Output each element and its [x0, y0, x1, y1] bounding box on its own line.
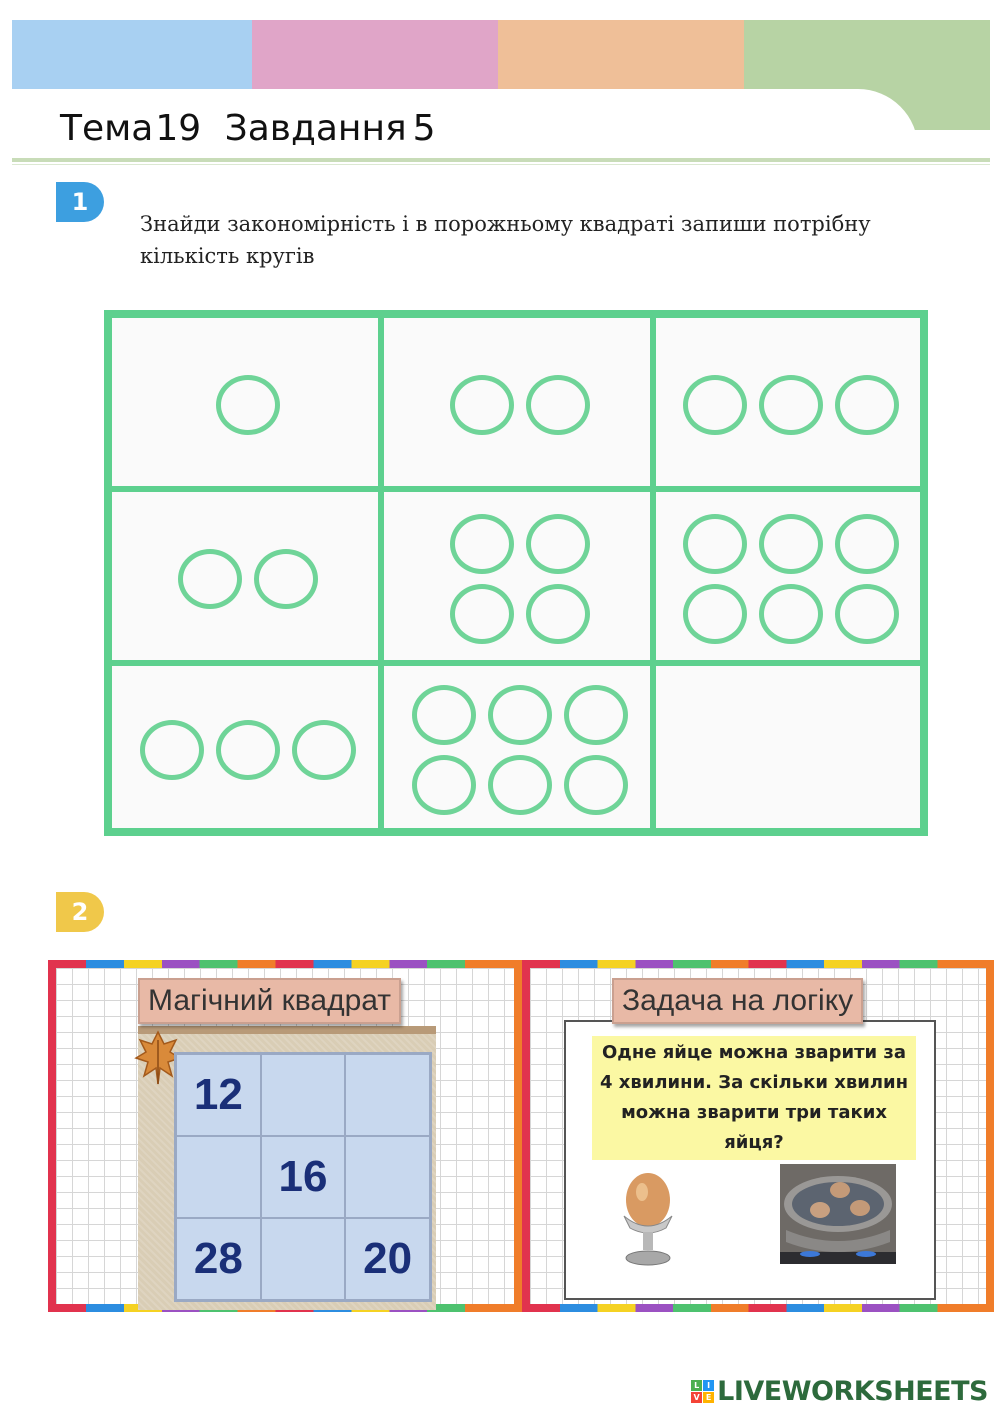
magic-cell[interactable]: [261, 1218, 346, 1300]
empty-answer-cell[interactable]: [653, 663, 923, 831]
logo-letter: L: [691, 1380, 702, 1391]
circle-icon: [683, 584, 747, 644]
logo-letter: E: [703, 1392, 714, 1403]
magic-cell[interactable]: 16: [261, 1136, 346, 1218]
circle-icon: [450, 584, 514, 644]
egg-in-cup-icon: [616, 1172, 680, 1272]
pattern-grid: [104, 310, 928, 836]
circle-icon: [412, 755, 476, 815]
circle-icon: [526, 375, 590, 435]
pattern-cell: [109, 489, 381, 663]
magic-square-panel: [48, 960, 522, 1312]
logic-task-panel-inner: [530, 968, 986, 1304]
circle-icon: [254, 549, 318, 609]
circle-icon: [759, 514, 823, 574]
circle-icon: [450, 514, 514, 574]
magic-cell[interactable]: [345, 1054, 430, 1136]
circle-icon: [292, 720, 356, 780]
circle-icon: [216, 375, 280, 435]
magic-cell[interactable]: 12: [176, 1054, 261, 1136]
pattern-cell: [381, 315, 653, 489]
circle-icon: [835, 514, 899, 574]
circle-icon: [216, 720, 280, 780]
circle-icon: [683, 375, 747, 435]
task-1-badge: 1: [56, 182, 104, 222]
pattern-cell: [381, 663, 653, 831]
liveworksheets-logo-icon: [691, 1380, 714, 1403]
circle-icon: [488, 685, 552, 745]
logic-task-card: [564, 1020, 936, 1300]
magic-cell[interactable]: [261, 1054, 346, 1136]
title-task-number: 5: [412, 108, 436, 149]
circle-icon: [835, 375, 899, 435]
magic-cell[interactable]: 28: [176, 1218, 261, 1300]
header-color-bar-pink: [252, 20, 498, 89]
liveworksheets-text: LIVEWORKSHEETS: [717, 1376, 988, 1407]
circle-icon: [140, 720, 204, 780]
title-topic-label: Тема: [60, 108, 154, 149]
magic-square-grid: [174, 1052, 432, 1302]
logic-task-panel: [522, 960, 994, 1312]
circle-icon: [759, 584, 823, 644]
logo-letter: V: [691, 1392, 702, 1403]
pattern-cell: [381, 489, 653, 663]
circle-icon: [683, 514, 747, 574]
header-divider-thin: [12, 164, 990, 165]
pattern-cell: [109, 663, 381, 831]
magic-square-title: Магічний квадрат: [138, 978, 401, 1024]
logic-task-question: Одне яйце можна зварити за 4 хвилини. За скільки хвилин можна зварити три таких яйця?: [592, 1036, 916, 1160]
page-title: [60, 108, 448, 149]
circle-icon: [450, 375, 514, 435]
magic-cell[interactable]: [345, 1136, 430, 1218]
circle-icon: [526, 514, 590, 574]
magic-cell[interactable]: 20: [345, 1218, 430, 1300]
task-2-badge: 2: [56, 892, 104, 932]
liveworksheets-brand: [691, 1376, 988, 1407]
header-divider: [12, 158, 990, 162]
pattern-cell: [653, 489, 923, 663]
magic-square-panel-inner: [56, 968, 514, 1304]
title-topic-number: 19: [155, 108, 202, 149]
title-task-label: Завдання: [224, 108, 407, 149]
board-shelf: [138, 1026, 436, 1034]
circle-icon: [488, 755, 552, 815]
circle-icon: [412, 685, 476, 745]
circle-icon: [564, 685, 628, 745]
eggs-in-pot-icon: [780, 1164, 896, 1264]
circle-icon: [564, 755, 628, 815]
pattern-cell: [653, 315, 923, 489]
circle-icon: [178, 549, 242, 609]
circle-icon: [759, 375, 823, 435]
logo-letter: I: [703, 1380, 714, 1391]
task-1-instruction: Знайди закономірність і в порожньому квадраті запиши потрібну кількість кругів: [140, 212, 871, 268]
pattern-cell: [109, 315, 381, 489]
logic-task-title: Задача на логіку: [612, 978, 863, 1024]
circle-icon: [526, 584, 590, 644]
circle-icon: [835, 584, 899, 644]
header-color-bar-orange: [498, 20, 744, 89]
header-color-bar-blue: [12, 20, 252, 89]
magic-cell[interactable]: [176, 1136, 261, 1218]
